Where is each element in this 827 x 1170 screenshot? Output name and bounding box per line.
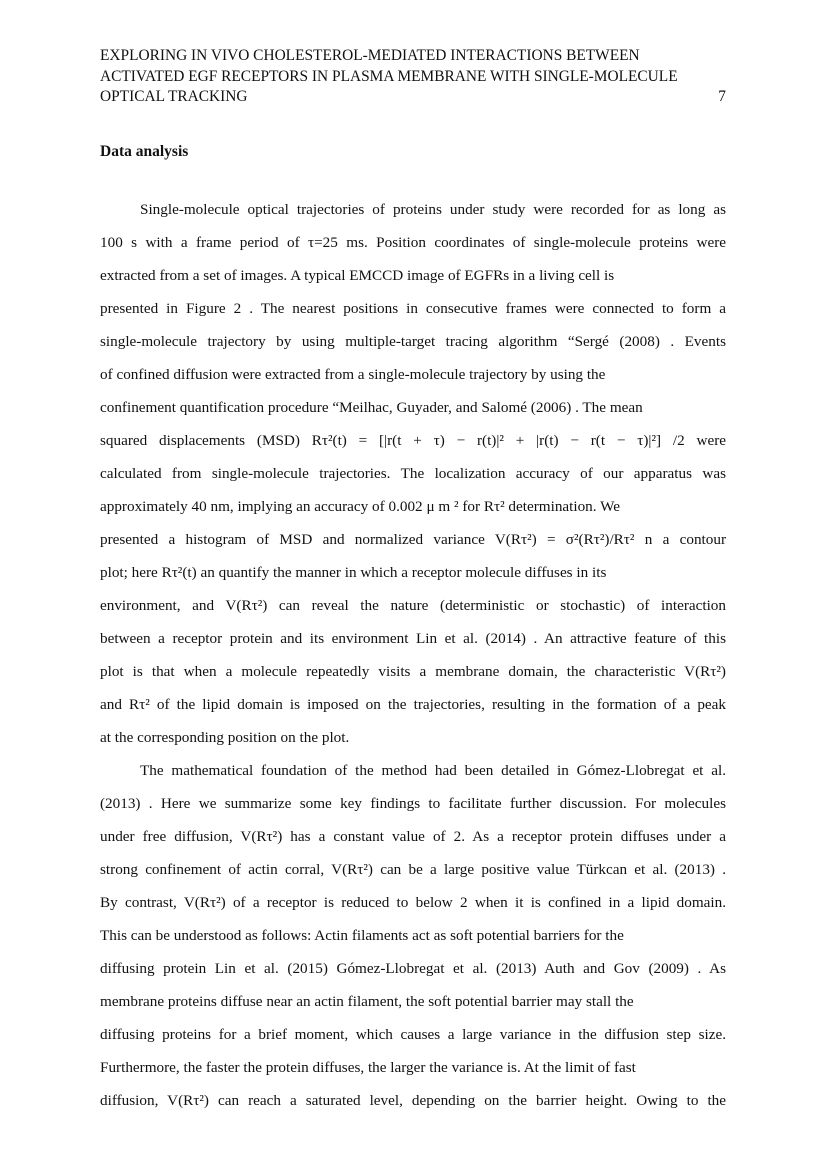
text-line: Furthermore, the faster the protein diffuses, the larger the variance is. At the limit of fast xyxy=(100,1059,636,1076)
text-line: presented a histogram of MSD and normalized variance V(Rτ²) = σ²(Rτ²)/Rτ² n a contour xyxy=(100,531,726,548)
text-line: diffusing protein Lin et al. (2015) Gómez-Llobregat et al. (2013) Auth and Gov (2009) . As xyxy=(100,960,726,977)
running-header xyxy=(100,46,726,108)
text-line: strong confinement of actin corral, V(Rτ²) can be a large positive value Türkcan et al. (2013) . xyxy=(100,861,726,878)
paragraph-2 xyxy=(100,754,726,1117)
text-line: approximately 40 nm, implying an accuracy of 0.002 μ m ² for Rτ² determination. We xyxy=(100,498,620,515)
body-text xyxy=(100,193,726,1117)
text-line: squared displacements (MSD) Rτ²(t) = [|r(t + τ) − r(t)|² + |r(t) − r(t − τ)|²] /2 were xyxy=(100,432,726,449)
text-line: This can be understood as follows: Actin filaments act as soft potential barriers for the xyxy=(100,927,624,944)
text-line: By contrast, V(Rτ²) of a receptor is reduced to below 2 when it is confined in a lipid domain. xyxy=(100,894,726,911)
text-line: single-molecule trajectory by using multiple-target tracing algorithm “Sergé (2008) . Events xyxy=(100,333,726,350)
text-line: confinement quantification procedure “Meilhac, Guyader, and Salomé (2006) . The mean xyxy=(100,399,643,416)
text-line: plot is that when a molecule repeatedly visits a membrane domain, the characteristic V(Rτ²) xyxy=(100,663,726,680)
text-line: (2013) . Here we summarize some key findings to facilitate further discussion. For molecules xyxy=(100,795,726,812)
header-title-line-1: EXPLORING IN VIVO CHOLESTEROL-MEDIATED INTERACTIONS BETWEEN xyxy=(100,47,640,64)
text-line: extracted from a set of images. A typical EMCCD image of EGFRs in a living cell is xyxy=(100,267,615,284)
text-line: The mathematical foundation of the method had been detailed in Gómez-Llobregat et al. xyxy=(140,762,726,779)
text-line: membrane proteins diffuse near an actin filament, the soft potential barrier may stall the xyxy=(100,993,634,1010)
text-line: 100 s with a frame period of τ=25 ms. Position coordinates of single-molecule proteins were xyxy=(100,234,726,251)
text-line: and Rτ² of the lipid domain is imposed on the trajectories, resulting in the formation of a peak xyxy=(100,696,726,713)
text-line: under free diffusion, V(Rτ²) has a constant value of 2. As a receptor protein diffuses under a xyxy=(100,828,726,845)
text-line: diffusing proteins for a brief moment, which causes a large variance in the diffusion step size. xyxy=(100,1026,726,1043)
text-line: of confined diffusion were extracted from a single-molecule trajectory by using the xyxy=(100,366,606,383)
text-line: plot; here Rτ²(t) an quantify the manner in which a receptor molecule diffuses in its xyxy=(100,564,607,581)
text-line: diffusion, V(Rτ²) can reach a saturated level, depending on the barrier height. Owing to the xyxy=(100,1092,726,1109)
paragraph-1 xyxy=(100,193,726,754)
text-line: between a receptor protein and its environment Lin et al. (2014) . An attractive feature of this xyxy=(100,630,726,647)
header-title-line-3: OPTICAL TRACKING xyxy=(100,88,248,105)
text-line: Single-molecule optical trajectories of proteins under study were recorded for as long as xyxy=(140,201,726,218)
text-line: at the corresponding position on the plot. xyxy=(100,729,350,746)
text-line: presented in Figure 2 . The nearest positions in consecutive frames were connected to form a xyxy=(100,300,726,317)
text-line: environment, and V(Rτ²) can reveal the nature (deterministic or stochastic) of interaction xyxy=(100,597,726,614)
text-line: calculated from single-molecule trajectories. The localization accuracy of our apparatus was xyxy=(100,465,726,482)
section-heading: Data analysis xyxy=(100,143,189,160)
page-number: 7 xyxy=(718,88,726,105)
header-title-line-2: ACTIVATED EGF RECEPTORS IN PLASMA MEMBRANE WITH SINGLE-MOLECULE xyxy=(100,67,678,85)
